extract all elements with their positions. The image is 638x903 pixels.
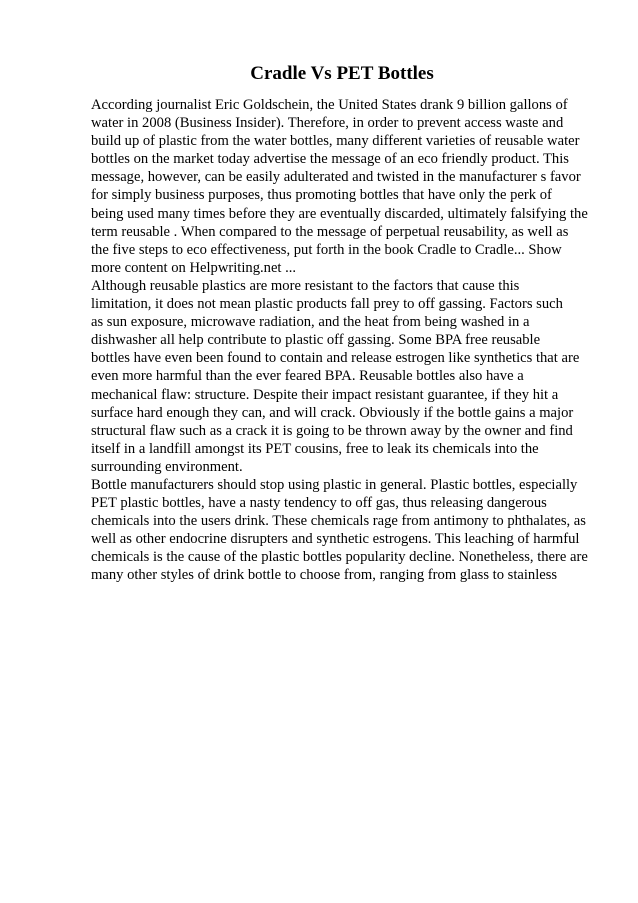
text-line: for simply business purposes, thus promoting bottles that have only the perk of [91, 187, 552, 204]
text-line: water in 2008 (Business Insider). Therefore, in order to prevent access waste and [91, 115, 564, 132]
text-line: surface hard enough they can, and will crack. Obviously if the bottle gains a major [91, 404, 574, 421]
text-line: bottles on the market today advertise the message of an eco friendly product. This [91, 151, 569, 168]
document-body [91, 96, 591, 585]
text-line: many other styles of drink bottle to choose from, ranging from glass to stainless [91, 567, 558, 584]
text-line: bottles have even been found to contain and release estrogen like synthetics that are [91, 350, 580, 367]
text-line: itself in a landfill amongst its PET cousins, free to leak its chemicals into the [91, 440, 539, 457]
text-line: PET plastic bottles, have a nasty tendency to off gas, thus releasing dangerous [91, 495, 547, 512]
text-line: message, however, can be easily adulterated and twisted in the manufacturer s favor [91, 169, 581, 186]
text-line: even more harmful than the ever feared BPA. Reusable bottles also have a [91, 368, 524, 385]
text-line: surrounding environment. [91, 458, 243, 475]
text-line: mechanical flaw: structure. Despite their impact resistant guarantee, if they hit a [91, 386, 559, 403]
text-line: being used many times before they are eventually discarded, ultimately falsifying the [91, 205, 588, 222]
text-line: limitation, it does not mean plastic products fall prey to off gassing. Factors such [91, 296, 563, 313]
text-line: chemicals is the cause of the plastic bottles popularity decline. Nonetheless, there are [91, 549, 588, 566]
text-line: Although reusable plastics are more resistant to the factors that cause this [91, 277, 520, 294]
text-line: build up of plastic from the water bottles, many different varieties of reusable water [91, 133, 580, 150]
text-line: the five steps to eco effectiveness, put forth in the book Cradle to Cradle... Show [91, 241, 562, 258]
text-line: term reusable . When compared to the message of perpetual reusability, as well as [91, 223, 569, 240]
text-line: well as other endocrine disrupters and synthetic estrogens. This leaching of harmful [91, 531, 580, 548]
document-title: Cradle Vs PET Bottles [250, 63, 434, 84]
text-line: According journalist Eric Goldschein, the United States drank 9 billion gallons of [91, 97, 568, 113]
text-line: as sun exposure, microwave radiation, and the heat from being washed in a [91, 314, 530, 331]
text-line: more content on Helpwriting.net ... [91, 259, 297, 276]
text-line: Bottle manufacturers should stop using plastic in general. Plastic bottles, especially [91, 476, 578, 493]
text-line: structural flaw such as a crack it is going to be thrown away by the owner and find [91, 422, 573, 439]
text-line: dishwasher all help contribute to plastic off gassing. Some BPA free reusable [91, 332, 541, 349]
text-line: chemicals into the users drink. These chemicals rage from antimony to phthalates, as [91, 513, 586, 530]
